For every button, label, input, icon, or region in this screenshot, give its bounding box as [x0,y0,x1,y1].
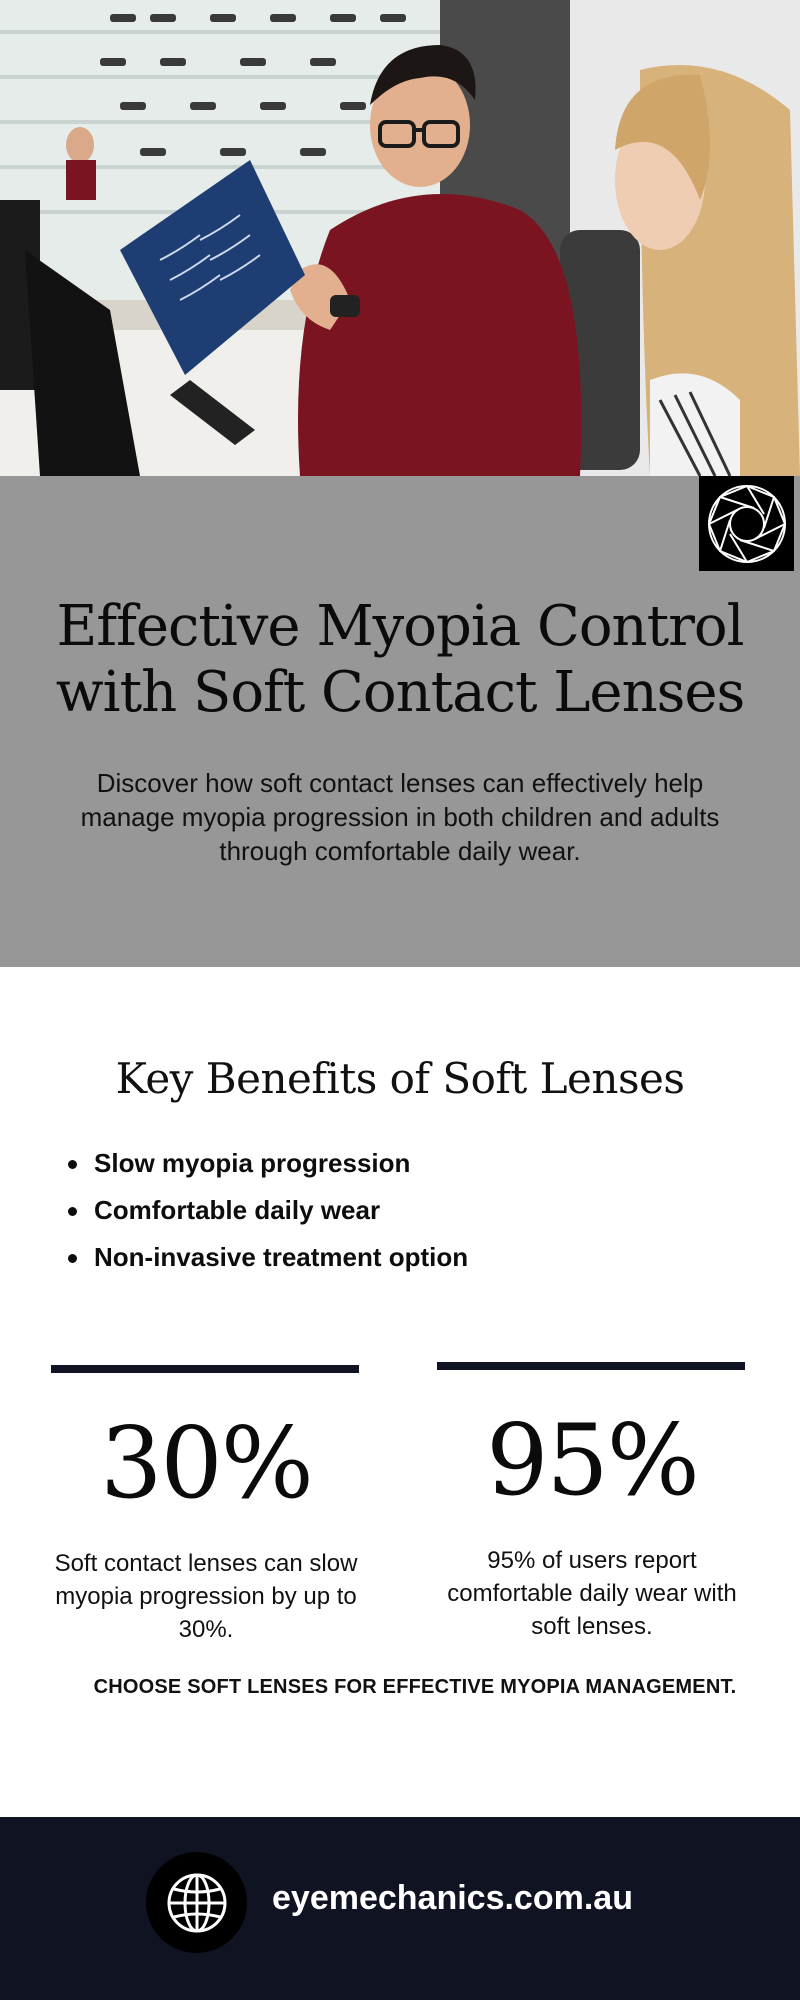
globe-icon[interactable] [146,1852,247,1953]
call-to-action-text: CHOOSE SOFT LENSES FOR EFFECTIVE MYOPIA MANAGEMENT. [93,1676,737,1698]
page-title-line-2: with Soft Contact Lenses [55,660,745,725]
benefit-list [68,1140,468,1281]
website-link[interactable]: eyemechanics.com.au [272,1879,633,1917]
bullet-icon [68,1207,77,1216]
footer [0,1817,800,2000]
stat-value: 95% [486,1404,698,1518]
page-title-line-1: Effective Myopia Control [56,594,744,659]
benefit-label: Slow myopia progression [94,1148,411,1178]
stat-value: 30% [100,1407,312,1521]
stat-divider [51,1365,359,1373]
benefit-item [68,1187,468,1234]
benefit-item [68,1234,468,1281]
benefit-label: Comfortable daily wear [94,1195,381,1225]
hero-photo [0,0,800,476]
stat-description: 95% of users report comfortable daily wear with soft lenses. [447,1547,737,1640]
benefit-label: Non-invasive treatment option [94,1242,469,1272]
stat-divider [437,1362,745,1370]
benefits-heading: Key Benefits of Soft Lenses [115,1054,685,1103]
stat-description: Soft contact lenses can slow myopia progression by up to 30%. [54,1550,358,1643]
geometric-logo-icon [699,476,794,571]
page-title [0,594,800,726]
stat-card-30 [51,1365,361,1646]
bullet-icon [68,1160,77,1169]
intro-panel [0,476,800,967]
stat-card-95 [437,1362,747,1643]
intro-subtitle: Discover how soft contact lenses can effectively help manage myopia progression in both children and adults through comfortable daily wear. [80,768,720,866]
bullet-icon [68,1254,77,1263]
benefit-item [68,1140,468,1187]
